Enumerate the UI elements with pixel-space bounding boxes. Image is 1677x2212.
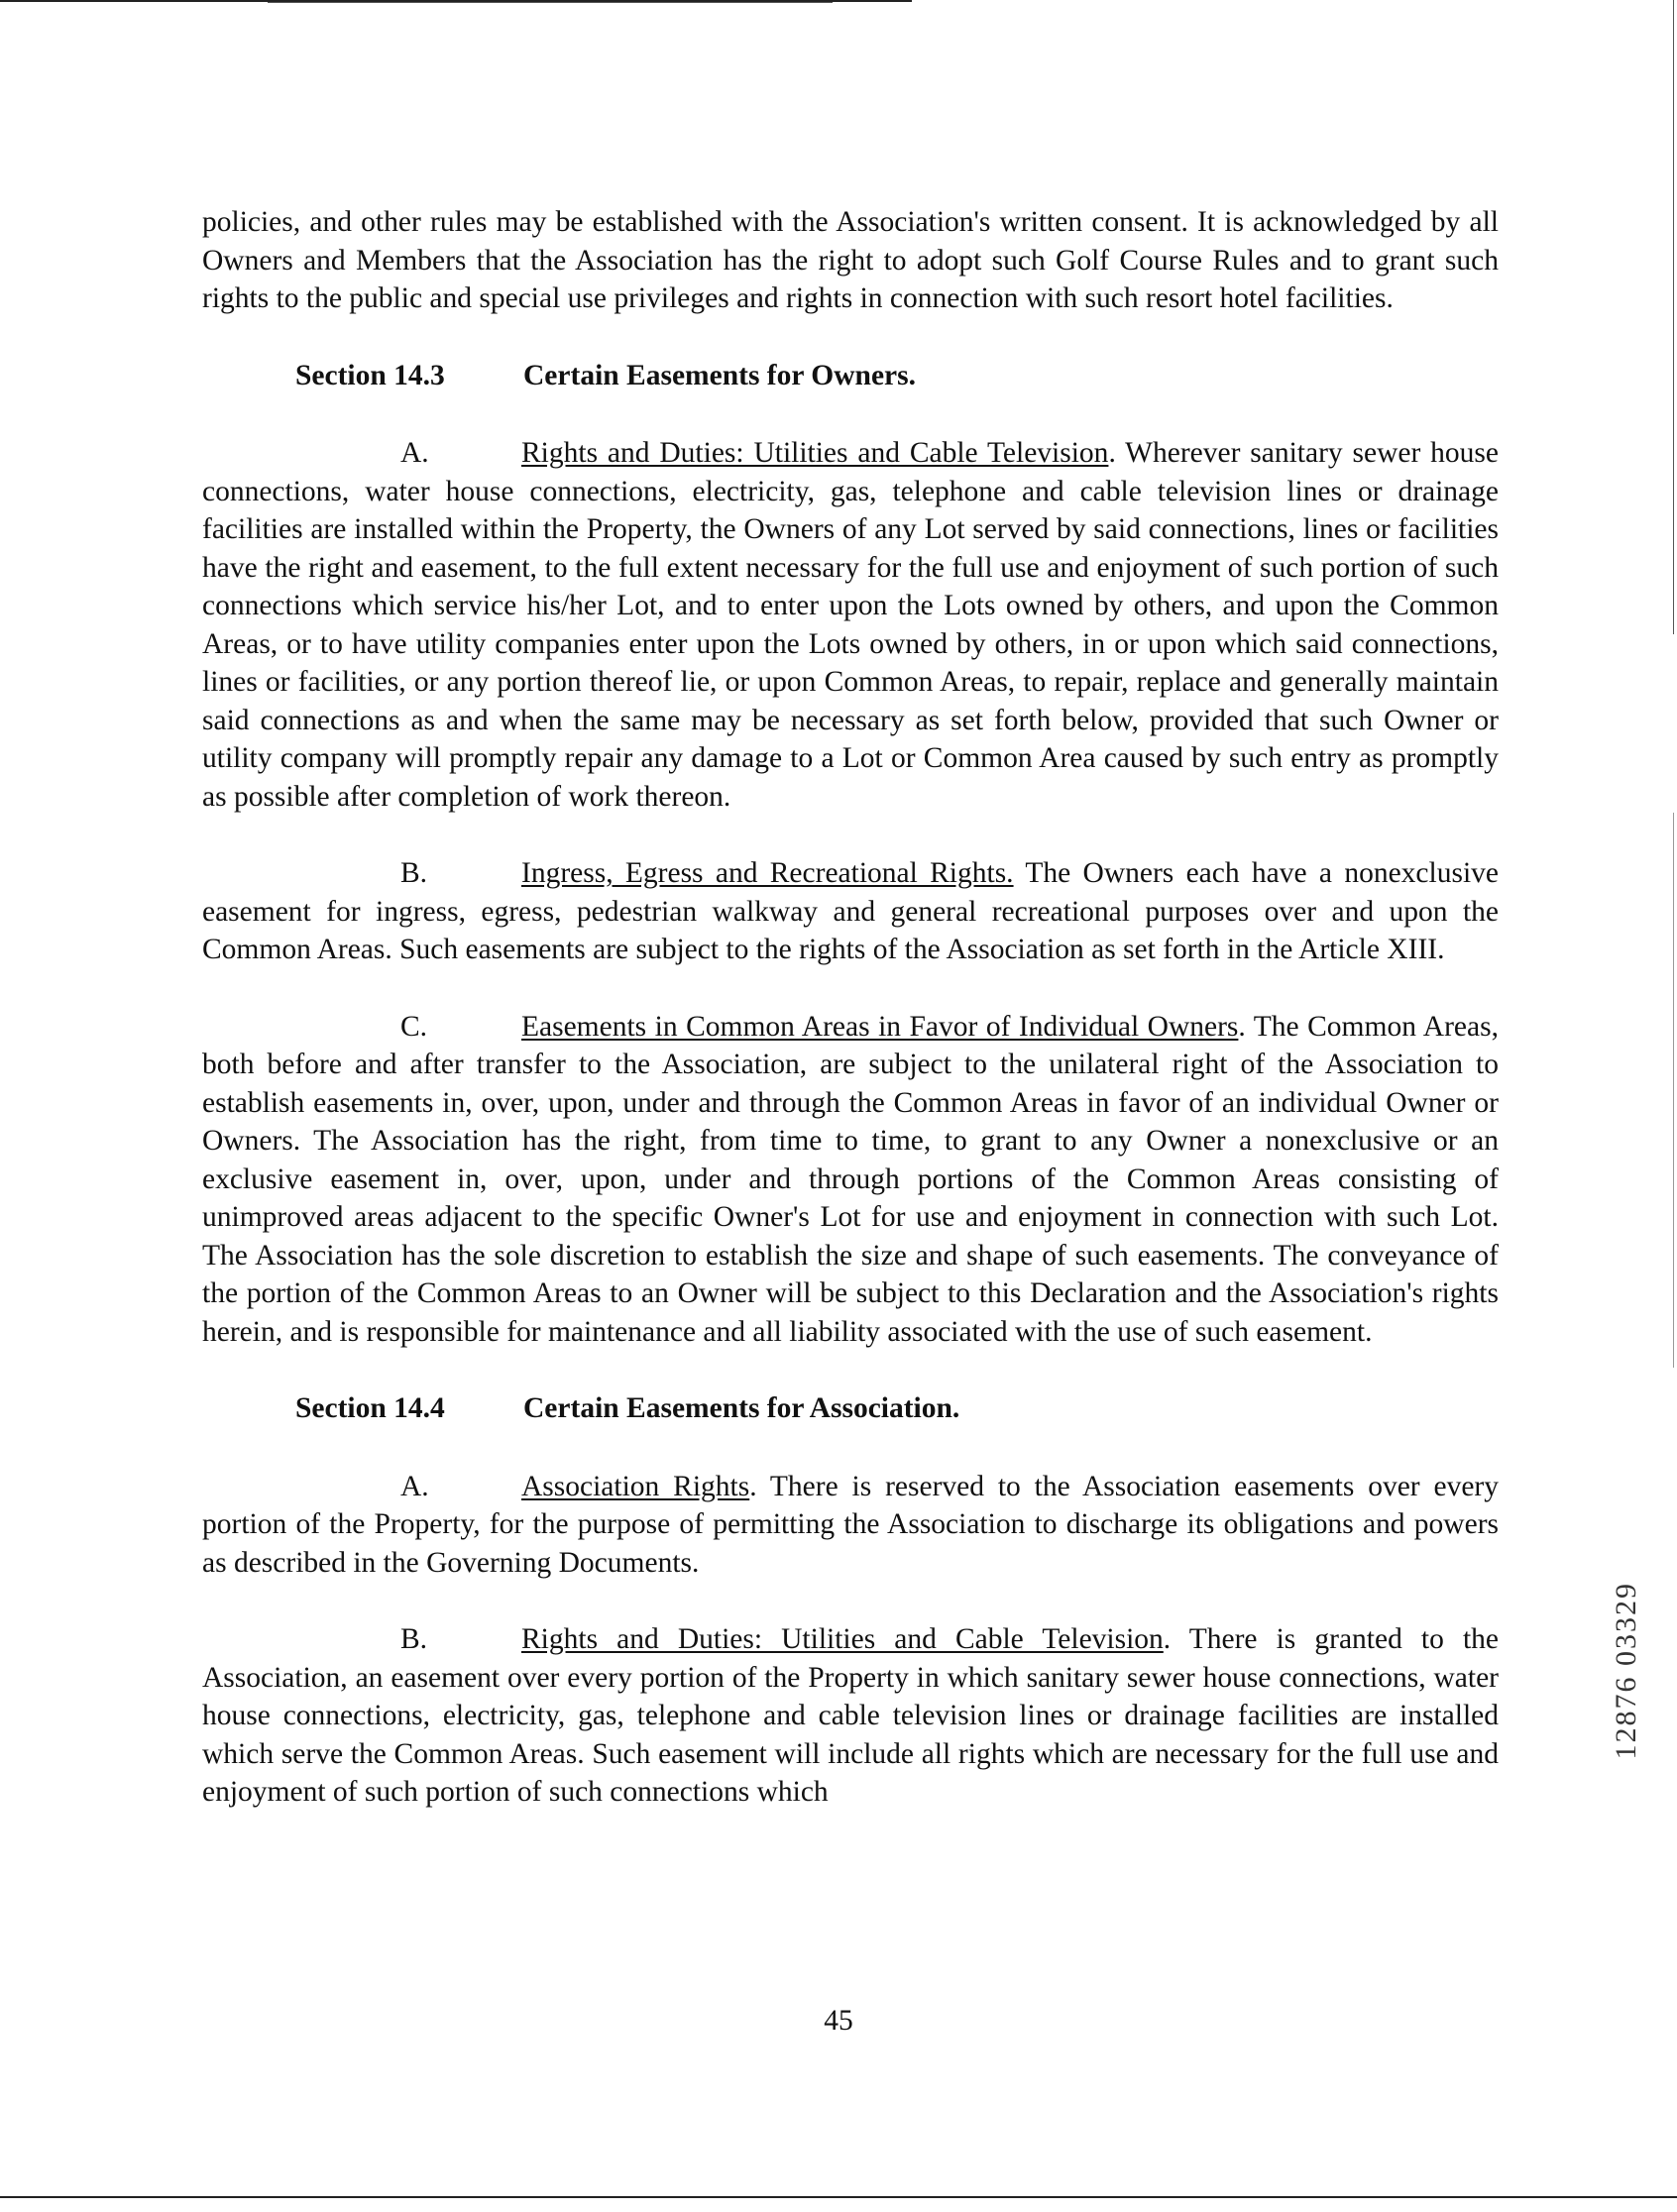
subsection-text: There is reserved to the Association easements over every portion of the Property, for the purpose of permitting the Association to discharge its obligations and powers as described in the Governing Documents. [202, 1470, 1499, 1579]
subsection-marker: B. [400, 1623, 428, 1655]
document-body [202, 203, 1499, 1850]
scan-right-edge [1673, 0, 1674, 634]
subsection-14-4-b [202, 1620, 1499, 1812]
subsection-text: There is granted to the Association, an easement over every portion of the Property in which sanitary sewer house connections, water house connections, electricity, gas, telephone and cable television lines or drainage facilities are installed which serve the Common Areas. Such easement will include all rights which are necessary for the full use and enjoyment of such portion of such connections which [202, 1623, 1499, 1808]
subsection-text: The Owners each have a nonexclusive easement for ingress, egress, pedestrian walkway and general recreational purposes over and upon the Common Areas. Such easements are subject to the rights of the Association as set forth in the Article XIII. [202, 857, 1499, 965]
subsection-14-3-b [202, 854, 1499, 969]
subsection-punct: . [749, 1470, 757, 1502]
section-title: Certain Easements for Association. [523, 1392, 960, 1424]
subsection-14-4-a [202, 1468, 1499, 1583]
section-14-4-heading [295, 1389, 1499, 1428]
subsection-marker: C. [400, 1010, 428, 1043]
subsection-punct: . [1108, 437, 1116, 469]
section-number: Section 14.4 [295, 1392, 445, 1424]
subsection-marker: B. [400, 857, 428, 889]
page-number: 45 [824, 2005, 853, 2037]
subsection-marker: A. [400, 1470, 429, 1502]
section-number: Section 14.3 [295, 359, 445, 391]
subsection-marker: A. [400, 437, 429, 469]
scan-right-edge-lower [1673, 813, 1674, 1368]
subsection-punct: . [1238, 1010, 1246, 1043]
subsection-text: Wherever sanitary sewer house connections, water house connections, electricity, gas, telephone and cable television lines or drainage facilities are installed within the Property, the Owners of any Lot served by said connections, lines or facilities have the right and easement, to the full extent necessary for the full use and enjoyment of such portion of such connections which service his/her Lot, and to enter upon the Lots owned by others, and upon the Common Areas, or to have utility companies enter upon the Lots owned by others, in or upon which said connections, lines or facilities, or any portion thereof lie, or upon Common Areas, to repair, replace and generally maintain said connections as and when the same may be necessary as set forth below, provided that such Owner or utility company will promptly repair any damage to a Lot or Common Area caused by such entry as promptly as possible after completion of work thereon. [202, 437, 1500, 813]
subsection-text: The Common Areas, both before and after transfer to the Association, are subject to the unilateral right of the Association to establish easements in, over, upon, under and through the Common Areas in favor of an individual Owner or Owners. The Association has the right, from time to time, to grant to any Owner a nonexclusive or an exclusive easement in, over, upon, under and through portions of the Common Areas consisting of unimproved areas adjacent to the specific Owner's Lot for use and enjoyment in connection with such Lot. The Association has the sole discretion to establish the size and shape of such easements. The conveyance of the portion of the Common Areas to an Owner will be subject to this Declaration and the Association's rights herein, and is responsible for maintenance and all liability associated with the use of such easement. [202, 1010, 1499, 1348]
subsection-heading: Association Rights [521, 1470, 750, 1502]
subsection-heading: Ingress, Egress and Recreational Rights. [521, 857, 1014, 889]
subsection-heading: Easements in Common Areas in Favor of Individual Owners [521, 1010, 1239, 1043]
subsection-heading: Rights and Duties: Utilities and Cable Television [521, 1623, 1164, 1655]
side-stamp-number: 12876 03329 [1610, 1582, 1642, 1760]
intro-paragraph: policies, and other rules may be established with the Association's written consent. It is acknowledged by all Owners and Members that the Association has the right to adopt such Golf Course Rules and to grant such rights to the public and special use privileges and rights in connection with such resort hotel facilities. [202, 206, 1499, 314]
section-title: Certain Easements for Owners. [523, 359, 917, 391]
scan-top-rule-secondary [268, 2, 833, 3]
section-14-3-heading [295, 357, 1499, 395]
subsection-punct: . [1163, 1623, 1172, 1655]
subsection-heading: Rights and Duties: Utilities and Cable Television [521, 437, 1109, 469]
subsection-14-3-c [202, 1008, 1499, 1352]
subsection-14-3-a [202, 434, 1499, 816]
scan-bottom-rule [0, 2196, 1677, 2198]
